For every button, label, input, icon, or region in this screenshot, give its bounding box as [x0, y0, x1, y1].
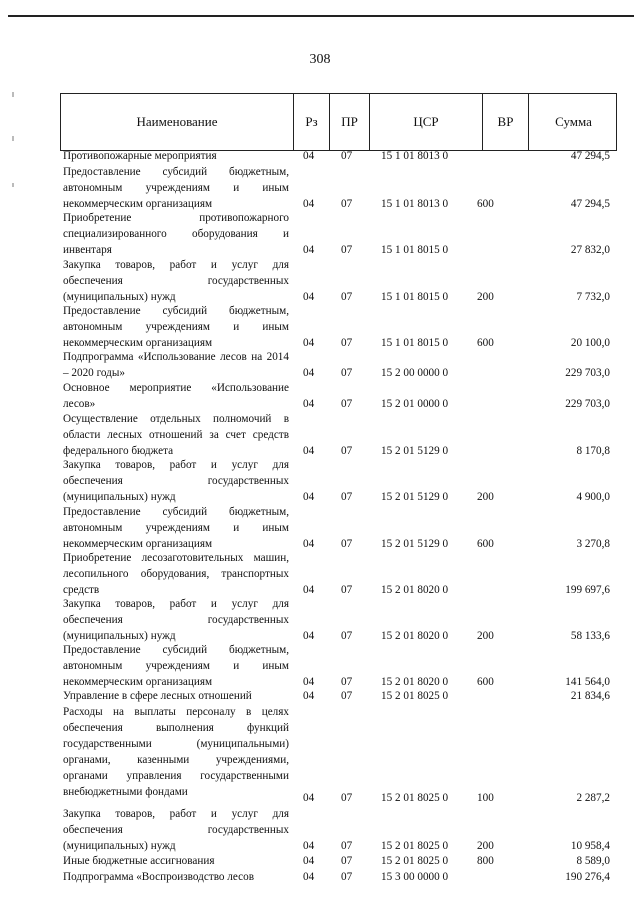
table-row — [0, 705, 640, 807]
row-name: Управление в сфере лесных отношений — [63, 690, 252, 702]
row-name: Приобретение противопожарного специализированного оборудования и инвентаря — [63, 212, 289, 256]
row-vr: 200 — [477, 291, 494, 304]
row-name: Приобретение лесозаготовительных машин, лесопильного оборудования, транспортных средств — [63, 552, 289, 596]
row-csr: 15 2 01 8025 0 — [381, 792, 449, 805]
table-row — [0, 807, 640, 855]
row-csr: 15 1 01 8013 0 — [381, 198, 449, 211]
row-pr: 07 — [341, 538, 353, 551]
row-vr: 200 — [477, 630, 494, 643]
row-vr: 800 — [477, 855, 494, 868]
row-rz: 04 — [303, 792, 315, 805]
row-rz: 04 — [303, 491, 315, 504]
row-sum: 47 294,5 — [570, 150, 610, 163]
table-row — [0, 149, 640, 165]
row-sum: 3 270,8 — [576, 538, 610, 551]
row-rz: 04 — [303, 244, 315, 257]
row-vr: 200 — [477, 491, 494, 504]
row-sum: 229 703,0 — [565, 398, 610, 411]
row-rz: 04 — [303, 855, 315, 868]
row-pr: 07 — [341, 676, 353, 689]
header-pr: ПР — [330, 94, 370, 150]
row-name: Предоставление субсидий бюджетным, автономным учреждениям и иным некоммерческим организациям — [63, 305, 289, 349]
row-csr: 15 1 01 8015 0 — [381, 337, 449, 350]
table-row — [0, 258, 640, 306]
row-sum: 2 287,2 — [576, 792, 610, 805]
row-pr: 07 — [341, 630, 353, 643]
row-pr: 07 — [341, 855, 353, 868]
row-name: Основное мероприятие «Использование лесов» — [63, 382, 289, 410]
header-name: Наименование — [61, 94, 294, 150]
row-name: Закупка товаров, работ и услуг для обеспечения государственных (муниципальных) нужд — [63, 259, 289, 303]
row-csr: 15 3 00 0000 0 — [381, 871, 449, 884]
row-name: Подпрограмма «Воспроизводство лесов — [63, 871, 254, 883]
row-vr: 200 — [477, 840, 494, 853]
header-rz: Рз — [294, 94, 330, 150]
row-name: Иные бюджетные ассигнования — [63, 855, 215, 867]
table-row — [0, 350, 640, 382]
row-pr: 07 — [341, 291, 353, 304]
table-row — [0, 597, 640, 645]
row-pr: 07 — [341, 584, 353, 597]
table-row — [0, 689, 640, 705]
row-vr: 100 — [477, 792, 494, 805]
row-pr: 07 — [341, 337, 353, 350]
row-sum: 190 276,4 — [565, 871, 610, 884]
table-row — [0, 458, 640, 506]
row-csr: 15 1 01 8015 0 — [381, 291, 449, 304]
row-sum: 141 564,0 — [565, 676, 610, 689]
row-vr: 600 — [477, 676, 494, 689]
row-name: Предоставление субсидий бюджетным, автономным учреждениям и иным некоммерческим организациям — [63, 506, 289, 550]
row-rz: 04 — [303, 291, 315, 304]
table-row — [0, 643, 640, 691]
row-pr: 07 — [341, 367, 353, 380]
row-pr: 07 — [341, 244, 353, 257]
row-csr: 15 2 01 8025 0 — [381, 855, 449, 868]
row-pr: 07 — [341, 398, 353, 411]
row-name: Осуществление отдельных полномочий в области лесных отношений за счет средств федерального бюджета — [63, 413, 289, 457]
table-row — [0, 165, 640, 213]
table-row — [0, 551, 640, 599]
row-sum: 47 294,5 — [570, 198, 610, 211]
row-rz: 04 — [303, 398, 315, 411]
row-rz: 04 — [303, 445, 315, 458]
row-sum: 21 834,6 — [570, 690, 610, 703]
row-sum: 10 958,4 — [570, 840, 610, 853]
row-pr: 07 — [341, 445, 353, 458]
row-csr: 15 1 01 8013 0 — [381, 150, 449, 163]
row-sum: 58 133,6 — [570, 630, 610, 643]
row-pr: 07 — [341, 840, 353, 853]
page-number: 308 — [309, 52, 331, 67]
header-csr: ЦСР — [370, 94, 483, 150]
row-csr: 15 2 01 8020 0 — [381, 676, 449, 689]
row-csr: 15 2 01 8020 0 — [381, 630, 449, 643]
row-name: Предоставление субсидий бюджетным, автономным учреждениям и иным некоммерческим организациям — [63, 166, 289, 210]
header-vr: ВР — [483, 94, 529, 150]
row-sum: 27 832,0 — [570, 244, 610, 257]
row-csr: 15 2 01 0000 0 — [381, 398, 449, 411]
row-sum: 8 589,0 — [576, 855, 610, 868]
row-rz: 04 — [303, 630, 315, 643]
row-rz: 04 — [303, 871, 315, 884]
row-csr: 15 2 01 8020 0 — [381, 584, 449, 597]
header-sum: Сумма — [555, 114, 592, 129]
row-sum: 7 732,0 — [576, 291, 610, 304]
row-name: Противопожарные мероприятия — [63, 150, 217, 162]
row-pr: 07 — [341, 198, 353, 211]
row-rz: 04 — [303, 840, 315, 853]
row-vr: 600 — [477, 198, 494, 211]
table-row — [0, 381, 640, 413]
row-rz: 04 — [303, 198, 315, 211]
table-row — [0, 412, 640, 460]
row-rz: 04 — [303, 538, 315, 551]
row-pr: 07 — [341, 491, 353, 504]
row-pr: 07 — [341, 871, 353, 884]
row-vr: 600 — [477, 337, 494, 350]
row-pr: 07 — [341, 150, 353, 163]
row-sum: 20 100,0 — [570, 337, 610, 350]
row-name: Закупка товаров, работ и услуг для обеспечения государственных (муниципальных) нужд — [63, 459, 289, 503]
row-rz: 04 — [303, 337, 315, 350]
row-rz: 04 — [303, 584, 315, 597]
row-rz: 04 — [303, 150, 315, 163]
row-rz: 04 — [303, 367, 315, 380]
row-pr: 07 — [341, 690, 353, 703]
table-row — [0, 854, 640, 870]
row-csr: 15 2 01 5129 0 — [381, 491, 449, 504]
row-name: Закупка товаров, работ и услуг для обеспечения государственных (муниципальных) нужд — [63, 808, 289, 852]
row-csr: 15 2 01 5129 0 — [381, 445, 449, 458]
table-row — [0, 870, 640, 886]
row-name: Подпрограмма «Использование лесов на 2014 – 2020 годы» — [63, 351, 289, 379]
row-csr: 15 2 01 8025 0 — [381, 690, 449, 703]
table-row — [0, 304, 640, 352]
row-vr: 600 — [477, 538, 494, 551]
row-sum: 229 703,0 — [565, 367, 610, 380]
row-rz: 04 — [303, 690, 315, 703]
row-sum: 4 900,0 — [576, 491, 610, 504]
row-rz: 04 — [303, 676, 315, 689]
table-row — [0, 211, 640, 259]
row-csr: 15 2 01 5129 0 — [381, 538, 449, 551]
row-name: Расходы на выплаты персоналу в целях обеспечения выполнения функций государственными (муниципальными) органами, казенными учреждениями, органами управления государственными внебюджетными фондами — [63, 706, 289, 798]
row-pr: 07 — [341, 792, 353, 805]
row-name: Предоставление субсидий бюджетным, автономным учреждениям и иным некоммерческим организациям — [63, 644, 289, 688]
row-sum: 8 170,8 — [576, 445, 610, 458]
table-row — [0, 505, 640, 553]
row-csr: 15 2 00 0000 0 — [381, 367, 449, 380]
row-name: Закупка товаров, работ и услуг для обеспечения государственных (муниципальных) нужд — [63, 598, 289, 642]
row-csr: 15 1 01 8015 0 — [381, 244, 449, 257]
row-csr: 15 2 01 8025 0 — [381, 840, 449, 853]
row-sum: 199 697,6 — [565, 584, 610, 597]
